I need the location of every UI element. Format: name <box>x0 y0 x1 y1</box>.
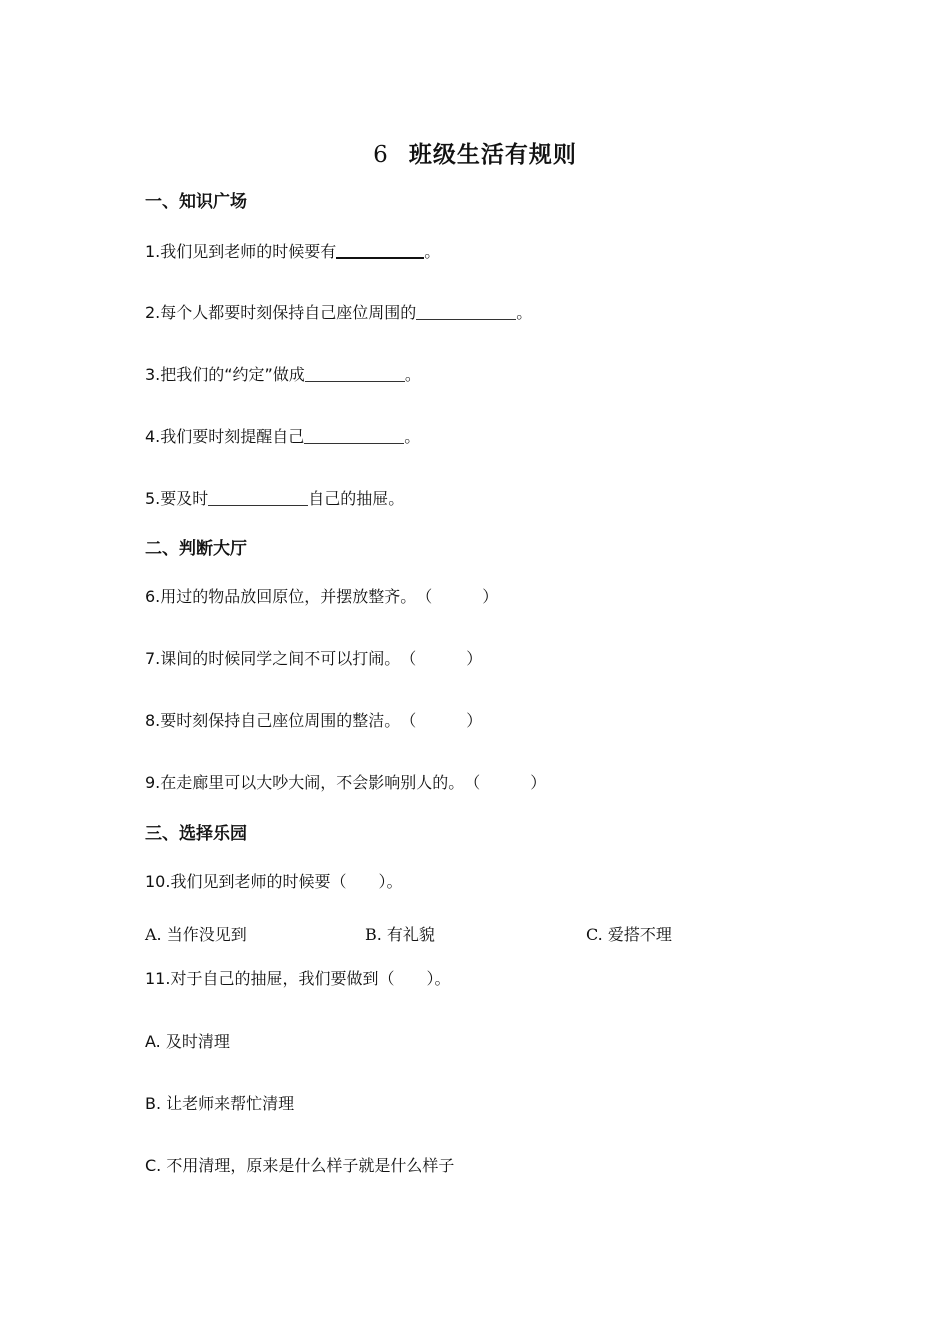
lesson-title: 班级生活有规则 <box>408 142 577 168</box>
answer-parentheses[interactable]: （ ） <box>400 649 483 668</box>
q10-option-a[interactable]: A. 当作没见到 <box>145 925 247 944</box>
judge-question-9: 9.在走廊里可以大吵大闹，不会影响别人的。（ ） <box>145 773 547 792</box>
answer-blank[interactable] <box>416 303 516 320</box>
fill-question-5: 5.要及时 自己的抽屉。 <box>145 489 405 508</box>
fill-question-2: 2.每个人都要时刻保持自己座位周围的 。 <box>145 303 533 322</box>
answer-parentheses[interactable]: （ ） <box>416 587 499 606</box>
answer-blank[interactable] <box>336 241 424 259</box>
choice-question-11: 11.对于自己的抽屉，我们要做到（ ）。 <box>145 969 451 988</box>
answer-parentheses[interactable]: （ ） <box>464 773 547 792</box>
answer-parentheses[interactable]: （ ） <box>400 711 483 730</box>
section-heading-judgment: 二、判断大厅 <box>145 539 247 559</box>
q11-option-a[interactable]: A. 及时清理 <box>145 1032 230 1051</box>
q10-option-b[interactable]: B. 有礼貌 <box>365 925 435 944</box>
answer-blank[interactable] <box>305 365 405 382</box>
judge-question-6: 6.用过的物品放回原位，并摆放整齐。（ ） <box>145 587 499 606</box>
q10-option-c[interactable]: C. 爱搭不理 <box>586 925 672 944</box>
page-title <box>0 136 950 169</box>
section-heading-choice: 三、选择乐园 <box>145 824 247 844</box>
fill-question-4: 4.我们要时刻提醒自己 。 <box>145 427 421 446</box>
judge-question-7: 7.课间的时候同学之间不可以打闹。（ ） <box>145 649 483 668</box>
section-heading-knowledge: 一、知识广场 <box>145 192 247 212</box>
fill-question-3: 3.把我们的“约定”做成 。 <box>145 365 421 384</box>
q11-option-b[interactable]: B. 让老师来帮忙清理 <box>145 1094 295 1113</box>
choice-question-10: 10.我们见到老师的时候要（ ）。 <box>145 872 403 891</box>
answer-blank[interactable] <box>304 427 404 444</box>
answer-blank[interactable] <box>208 489 308 506</box>
lesson-number: 6 <box>373 142 389 168</box>
judge-question-8: 8.要时刻保持自己座位周围的整洁。（ ） <box>145 711 483 730</box>
fill-question-1: 1.我们见到老师的时候要有 。 <box>145 242 441 261</box>
q11-option-c[interactable]: C. 不用清理，原来是什么样子就是什么样子 <box>145 1156 455 1175</box>
